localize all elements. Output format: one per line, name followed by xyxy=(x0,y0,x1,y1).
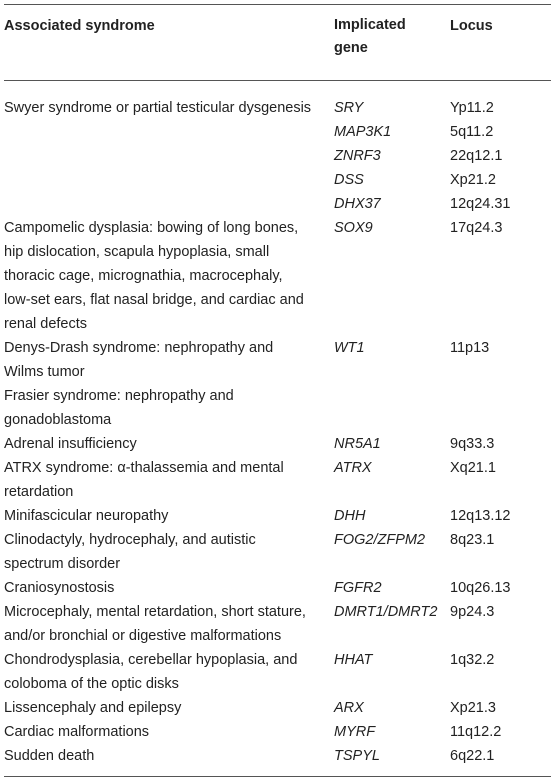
gene-cell: DHX37 xyxy=(334,196,381,212)
gene-cell: NR5A1 xyxy=(334,436,381,452)
locus-cell: Xp21.3 xyxy=(450,700,496,716)
syndrome-cell xyxy=(4,336,334,384)
syndrome-line: Clinodactyly, hydrocephaly, and autistic xyxy=(4,532,256,548)
gene-cell: TSPYL xyxy=(334,748,380,764)
locus-cell: 12q24.31 xyxy=(450,196,511,212)
locus-cell: 8q23.1 xyxy=(450,532,495,548)
table-row xyxy=(4,144,551,168)
gene-cell: FGFR2 xyxy=(334,580,382,596)
gene-cell: SOX9 xyxy=(334,220,373,236)
syndrome-line: hip dislocation, scapula hypoplasia, small xyxy=(4,244,270,260)
syndrome-line: thoracic cage, micrognathia, macrocephaly, xyxy=(4,268,283,284)
syndrome-gene-table xyxy=(4,4,551,777)
gene-cell: ZNRF3 xyxy=(334,148,381,164)
locus-cell: 12q13.12 xyxy=(450,508,511,524)
syndrome-line: Adrenal insufficiency xyxy=(4,436,137,452)
syndrome-cell xyxy=(4,192,334,216)
locus-cell: 22q12.1 xyxy=(450,148,503,164)
syndrome-line: Swyer syndrome or partial testicular dysgenesis xyxy=(4,100,312,116)
table-row xyxy=(4,600,551,648)
header-implicated-gene xyxy=(334,14,450,60)
syndrome-line: Frasier syndrome: nephropathy and xyxy=(4,388,234,404)
syndrome-cell xyxy=(4,432,334,456)
locus-cell: Yp11.2 xyxy=(450,100,494,116)
locus-cell: 6q22.1 xyxy=(450,748,495,764)
syndrome-cell xyxy=(4,216,334,336)
header-associated-syndrome: Associated syndrome xyxy=(4,18,155,34)
locus-cell: Xp21.2 xyxy=(450,172,496,188)
gene-cell: DHH xyxy=(334,508,366,524)
table-body xyxy=(4,81,551,768)
gene-cell: MAP3K1 xyxy=(334,124,392,140)
syndrome-line: Cardiac malformations xyxy=(4,724,150,740)
locus-cell xyxy=(450,384,550,432)
syndrome-line: Microcephaly, mental retardation, short stature, xyxy=(4,604,306,620)
syndrome-cell xyxy=(4,696,334,720)
locus-cell: 11p13 xyxy=(450,340,490,356)
gene-cell: SRY xyxy=(334,100,364,116)
syndrome-cell xyxy=(4,456,334,504)
gene-cell xyxy=(334,384,450,432)
syndrome-line: ATRX syndrome: α-thalassemia and mental xyxy=(4,460,284,476)
syndrome-line: Campomelic dysplasia: bowing of long bones, xyxy=(4,220,299,236)
header-implicated-gene-line1: Implicated xyxy=(334,17,406,33)
syndrome-line: Minifascicular neuropathy xyxy=(4,508,169,524)
syndrome-cell xyxy=(4,168,334,192)
gene-cell: MYRF xyxy=(334,724,376,740)
syndrome-cell xyxy=(4,720,334,744)
table-row xyxy=(4,528,551,576)
locus-cell: 10q26.13 xyxy=(450,580,511,596)
table-row xyxy=(4,192,551,216)
syndrome-line: Sudden death xyxy=(4,748,95,764)
syndrome-cell xyxy=(4,144,334,168)
table-row xyxy=(4,744,551,768)
syndrome-cell xyxy=(4,528,334,576)
gene-cell: DSS xyxy=(334,172,364,188)
header-locus: Locus xyxy=(450,18,493,34)
locus-cell: Xq21.1 xyxy=(450,460,496,476)
table-row xyxy=(4,648,551,696)
locus-cell: 9p24.3 xyxy=(450,604,495,620)
syndrome-line: Wilms tumor xyxy=(4,364,85,380)
syndrome-line: renal defects xyxy=(4,316,88,332)
table-row xyxy=(4,504,551,528)
syndrome-line: low-set ears, flat nasal bridge, and cardiac and xyxy=(4,292,304,308)
syndrome-cell xyxy=(4,96,334,120)
syndrome-cell xyxy=(4,120,334,144)
syndrome-line: retardation xyxy=(4,484,74,500)
locus-cell: 5q11.2 xyxy=(450,124,494,140)
table-header xyxy=(4,5,551,80)
gene-cell: FOG2/ZFPM2 xyxy=(334,532,426,548)
table-row xyxy=(4,696,551,720)
syndrome-line: Lissencephaly and epilepsy xyxy=(4,700,182,716)
gene-cell: DMRT1/DMRT2 xyxy=(334,604,438,620)
table-row xyxy=(4,456,551,504)
locus-cell: 1q32.2 xyxy=(450,652,495,668)
syndrome-line: coloboma of the optic disks xyxy=(4,676,179,692)
table-row xyxy=(4,336,551,384)
syndrome-cell xyxy=(4,648,334,696)
gene-cell: ARX xyxy=(334,700,364,716)
syndrome-cell xyxy=(4,576,334,600)
syndrome-line: and/or bronchial or digestive malformations xyxy=(4,628,282,644)
syndrome-cell xyxy=(4,600,334,648)
header-implicated-gene-line2: gene xyxy=(334,40,368,56)
locus-cell: 11q12.2 xyxy=(450,724,502,740)
syndrome-line: Craniosynostosis xyxy=(4,580,115,596)
syndrome-line: Chondrodysplasia, cerebellar hypoplasia, and xyxy=(4,652,298,668)
table-row xyxy=(4,576,551,600)
table-row xyxy=(4,384,551,432)
table-row xyxy=(4,432,551,456)
locus-cell: 9q33.3 xyxy=(450,436,495,452)
syndrome-cell xyxy=(4,504,334,528)
table-row xyxy=(4,720,551,744)
table-row xyxy=(4,216,551,336)
syndrome-line: gonadoblastoma xyxy=(4,412,112,428)
gene-cell: WT1 xyxy=(334,340,365,356)
table-row xyxy=(4,96,551,120)
syndrome-cell xyxy=(4,384,334,432)
gene-cell: HHAT xyxy=(334,652,373,668)
syndrome-line: spectrum disorder xyxy=(4,556,121,572)
table-row xyxy=(4,120,551,144)
syndrome-cell xyxy=(4,744,334,768)
gene-cell: ATRX xyxy=(334,460,372,476)
locus-cell: 17q24.3 xyxy=(450,220,503,236)
syndrome-line: Denys-Drash syndrome: nephropathy and xyxy=(4,340,274,356)
table-row xyxy=(4,168,551,192)
